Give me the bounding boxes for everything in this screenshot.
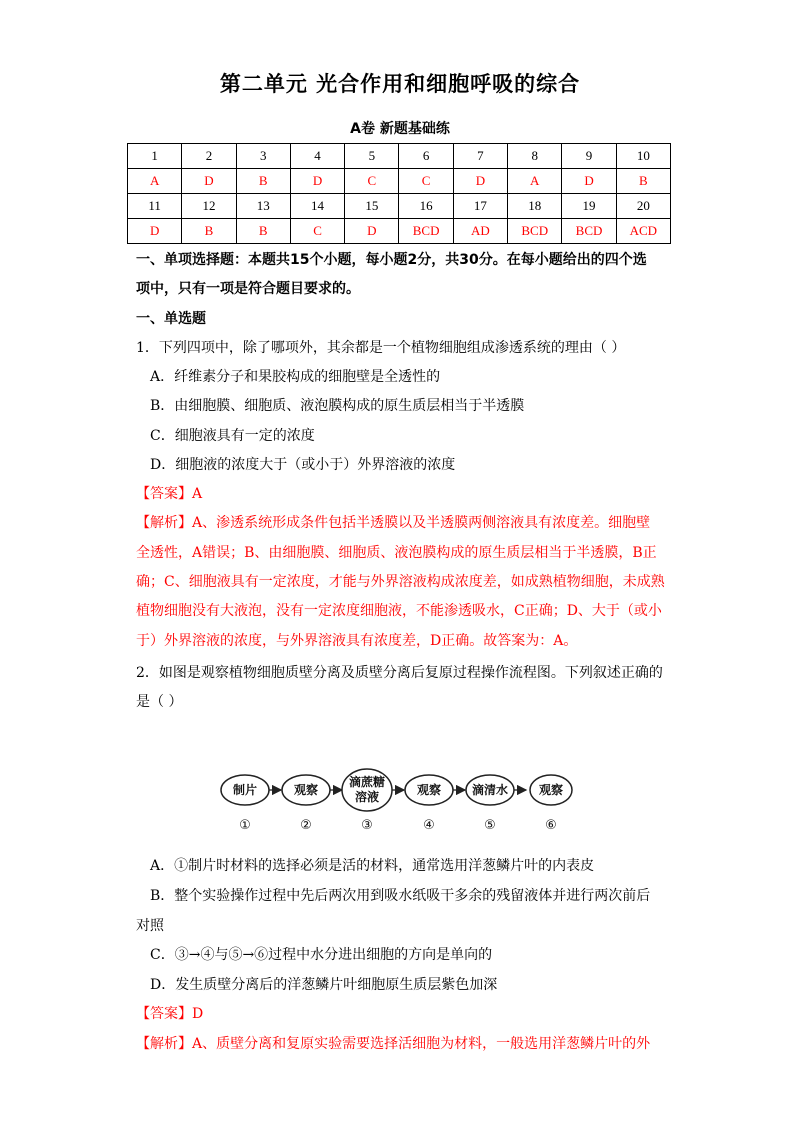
table-cell: C: [399, 169, 453, 194]
flow-step-label: 滴蔗糖: [348, 775, 386, 789]
table-cell: 4: [290, 144, 344, 169]
table-cell: B: [182, 219, 236, 244]
answer-table: [127, 143, 671, 244]
table-cell: 14: [290, 194, 344, 219]
table-cell: 15: [345, 194, 399, 219]
table-cell: B: [616, 169, 670, 194]
flow-step-number: ⑥: [545, 818, 557, 833]
table-cell: BCD: [562, 219, 616, 244]
table-cell: 17: [453, 194, 507, 219]
table-cell: BCD: [399, 219, 453, 244]
question-2-option-b: B．整个实验操作过程中先后两次用到吸水纸吸干多余的残留液体并进行两次前后: [150, 888, 651, 904]
table-row-answers-2: [128, 219, 671, 244]
question-2-stem-line1: 2．如图是观察植物细胞质壁分离及质壁分离后复原过程操作流程图。下列叙述正确的: [136, 665, 663, 681]
table-cell: BCD: [508, 219, 562, 244]
page-subtitle: A卷 新题基础练: [350, 121, 450, 137]
flow-step-label: 观察: [293, 783, 319, 797]
table-row-numbers-2: [128, 194, 671, 219]
flow-step-number: ②: [300, 818, 312, 833]
process-flow-diagram: [218, 768, 573, 834]
table-cell: B: [236, 219, 290, 244]
question-1-analysis-line: 植物细胞没有大液泡，没有一定浓度细胞液，不能渗透吸水，C正确；D、大于（或小: [136, 603, 662, 619]
flow-step-label: 制片: [232, 783, 258, 797]
table-row-answers-1: [128, 169, 671, 194]
question-1-option-c: C．细胞液具有一定的浓度: [150, 428, 315, 444]
section-instruction-line2: 项中，只有一项是符合题目要求的。: [136, 281, 360, 297]
question-1-option-b: B．由细胞膜、细胞质、液泡膜构成的原生质层相当于半透膜: [150, 398, 525, 414]
table-cell: D: [453, 169, 507, 194]
table-cell: ACD: [616, 219, 670, 244]
table-cell: 8: [508, 144, 562, 169]
table-cell: 7: [453, 144, 507, 169]
question-1-option-d: D．细胞液的浓度大于（或小于）外界溶液的浓度: [150, 457, 456, 473]
table-cell: 10: [616, 144, 670, 169]
table-cell: A: [508, 169, 562, 194]
table-cell: 9: [562, 144, 616, 169]
question-2-option-c: C．③→④与⑤→⑥过程中水分进出细胞的方向是单向的: [150, 947, 493, 963]
question-2-option-a: A．①制片时材料的选择必须是活的材料，通常选用洋葱鳞片叶的内表皮: [150, 858, 595, 874]
table-cell: 20: [616, 194, 670, 219]
flow-step-number: ①: [239, 818, 251, 833]
question-2-option-b-cont: 对照: [136, 918, 164, 934]
table-cell: D: [182, 169, 236, 194]
flow-step-label: 滴清水: [471, 783, 509, 797]
table-row-numbers-1: [128, 144, 671, 169]
table-cell: B: [236, 169, 290, 194]
table-cell: D: [128, 219, 182, 244]
table-cell: 1: [128, 144, 182, 169]
question-2-option-d: D．发生质壁分离后的洋葱鳞片叶细胞原生质层紫色加深: [150, 977, 498, 993]
question-1-analysis-line: 全透性，A错误；B、由细胞膜、细胞质、液泡膜构成的原生质层相当于半透膜，B正: [136, 545, 657, 561]
table-cell: AD: [453, 219, 507, 244]
question-1-stem: 1．下列四项中，除了哪项外，其余都是一个植物细胞组成渗透系统的理由（ ）: [136, 340, 626, 356]
question-1-analysis-line: 【解析】A、渗透系统形成条件包括半透膜以及半透膜两侧溶液具有浓度差。细胞壁: [136, 515, 651, 531]
table-cell: D: [290, 169, 344, 194]
table-cell: 6: [399, 144, 453, 169]
flow-step-number: ③: [361, 818, 373, 833]
table-cell: 13: [236, 194, 290, 219]
table-cell: 11: [128, 194, 182, 219]
table-cell: 5: [345, 144, 399, 169]
question-1-analysis-line: 确；C、细胞液具有一定浓度，才能与外界溶液构成浓度差，如成熟植物细胞，未成熟: [136, 574, 665, 590]
page-title: 第二单元 光合作用和细胞呼吸的综合: [219, 72, 581, 96]
section-instruction-line1: 一、单项选择题：本题共15个小题，每小题2分，共30分。在每小题给出的四个选: [136, 252, 647, 268]
question-2-answer: 【答案】D: [136, 1006, 204, 1022]
table-cell: C: [345, 169, 399, 194]
table-cell: 19: [562, 194, 616, 219]
section-heading: 一、单选题: [136, 311, 206, 327]
table-cell: 3: [236, 144, 290, 169]
question-1-option-a: A．纤维素分子和果胶构成的细胞壁是全透性的: [150, 369, 441, 385]
table-cell: D: [345, 219, 399, 244]
question-2-stem-line2: 是（ ）: [136, 694, 183, 710]
flow-step-number: ⑤: [484, 818, 496, 833]
table-cell: 12: [182, 194, 236, 219]
table-cell: 2: [182, 144, 236, 169]
table-cell: 16: [399, 194, 453, 219]
question-2-analysis-line: 【解析】A、质壁分离和复原实验需要选择活细胞为材料，一般选用洋葱鳞片叶的外: [136, 1036, 651, 1052]
question-1-analysis-line: 于）外界溶液的浓度，与外界溶液具有浓度差，D正确。故答案为：A。: [136, 633, 578, 649]
table-cell: 18: [508, 194, 562, 219]
flow-step-label: 观察: [416, 783, 442, 797]
table-cell: C: [290, 219, 344, 244]
question-1-answer: 【答案】A: [136, 486, 203, 502]
flow-step-label: 溶液: [354, 790, 380, 804]
table-cell: A: [128, 169, 182, 194]
table-cell: D: [562, 169, 616, 194]
flow-step-number: ④: [423, 818, 435, 833]
flow-step-label: 观察: [538, 783, 564, 797]
